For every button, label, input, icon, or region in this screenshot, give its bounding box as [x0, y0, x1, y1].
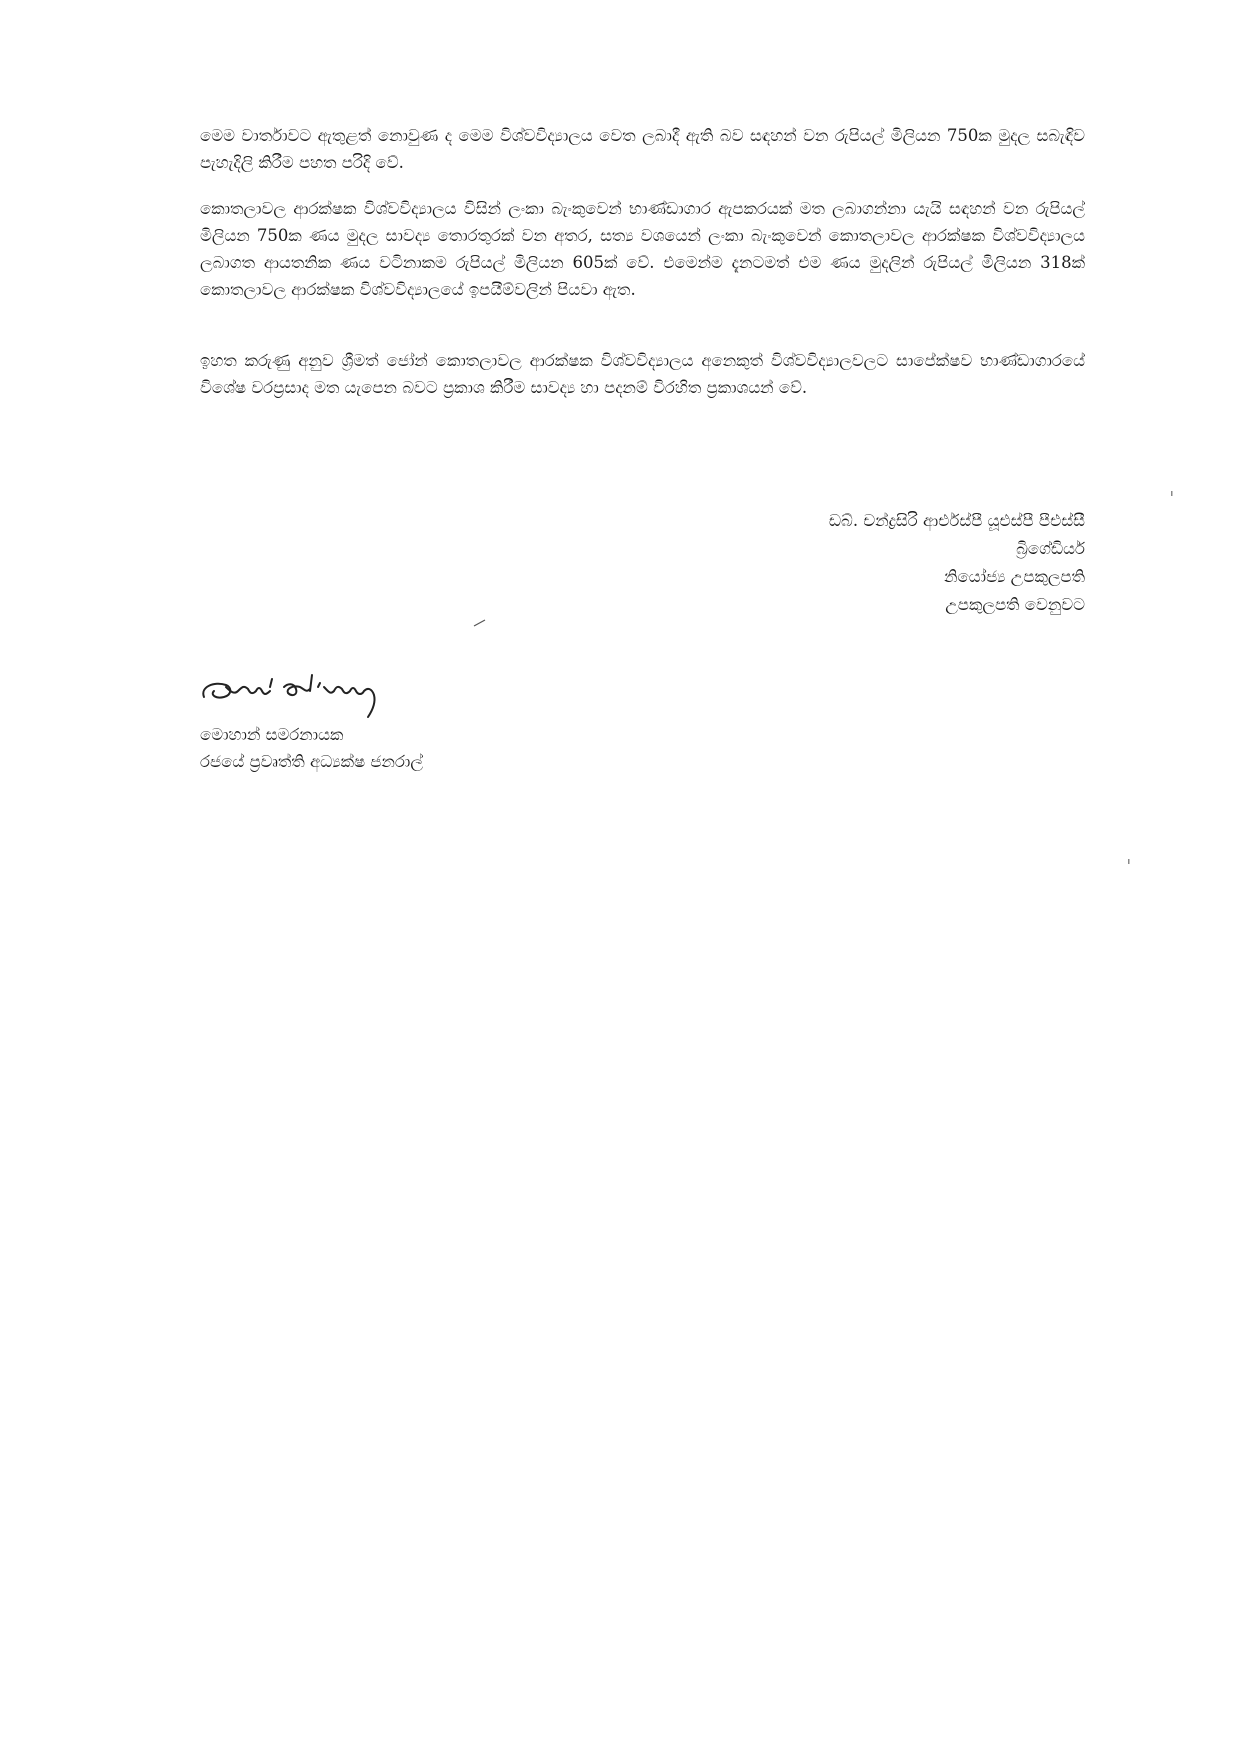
scan-speck: [1127, 858, 1131, 866]
scan-speck: [1170, 490, 1174, 498]
signer-block: [200, 721, 423, 775]
sender-rank: බ්‍රිගේඩියර්: [1016, 539, 1085, 558]
paragraph-loan-intro: මෙම වාර්තාවට ඇතුළත් නොවුණ ද මෙම විශ්වවිද්‍යාලය වෙත ලබාදී ඇති බව සඳහන් වන රුපියල් මිලියන 750ක මුදල සබැඳිව පැහැදිලි කිරීම පහත පරිදි වේ.: [200, 126, 1085, 172]
sender-block: [829, 507, 1085, 619]
paragraph-conclusion: ඉහත කරුණු අනුව ශ්‍රීමත් ජෝන් කොතලාවල ආරක්ෂක විශ්වවිද්‍යාලය අනෙකුත් විශ්වවිද්‍යාලවලට සාපේක්ෂව භාණ්ඩාගාරයේ විශේෂ වරප්‍රසාද මත යැපෙන බවට ප්‍රකාශ කිරීම සාවද්‍ය හා පදනම් විරහිත ප්‍රකාශයන් වේ.: [200, 351, 1085, 397]
sender-on-behalf: උපකුලපති වෙනුවට: [945, 595, 1085, 614]
paragraph-loan-details: කොතලාවල ආරක්ෂක විශ්වවිද්‍යාලය විසින් ලංකා බැංකුවෙන් භාණ්ඩාගාර ඇපකරයක් මත ලබාගන්නා යැයි සඳහන් වන රුපියල් මිලියන 750ක ණය මුදල සාවද්‍ය තොරතුරක් වන අතර, සත්‍ය වශයෙන් ලංකා බැංකුවෙන් කොතලාවල ආරක්ෂක විශ්වවිද්‍යාලය ලබාගත ආයතනික ණය වටිනාකම රුපියල් මිලියන 605ක් වේ. එමෙන්ම දැනටමත් එම ණය මුදලින් රුපියල් මිලියන 318ක් කොතලාවල ආරක්ෂක විශ්වවිද්‍යාලයේ ඉපයීම්වලින් පියවා ඇත.: [200, 199, 1085, 299]
pen-mark: [472, 618, 488, 628]
signer-title: රජයේ ප්‍රවෘත්ති අධ්‍යක්ෂ ජනරාල්: [200, 752, 423, 771]
sender-title: නියෝජ්‍ය උපකුලපති: [944, 567, 1085, 586]
sender-name: ඩබ්. චන්ද්‍රසිරි ආර්එස්පී යූඑස්පී පීඑස්සී: [828, 511, 1085, 530]
signer-name: මොහාන් සමරනායක: [200, 725, 344, 744]
